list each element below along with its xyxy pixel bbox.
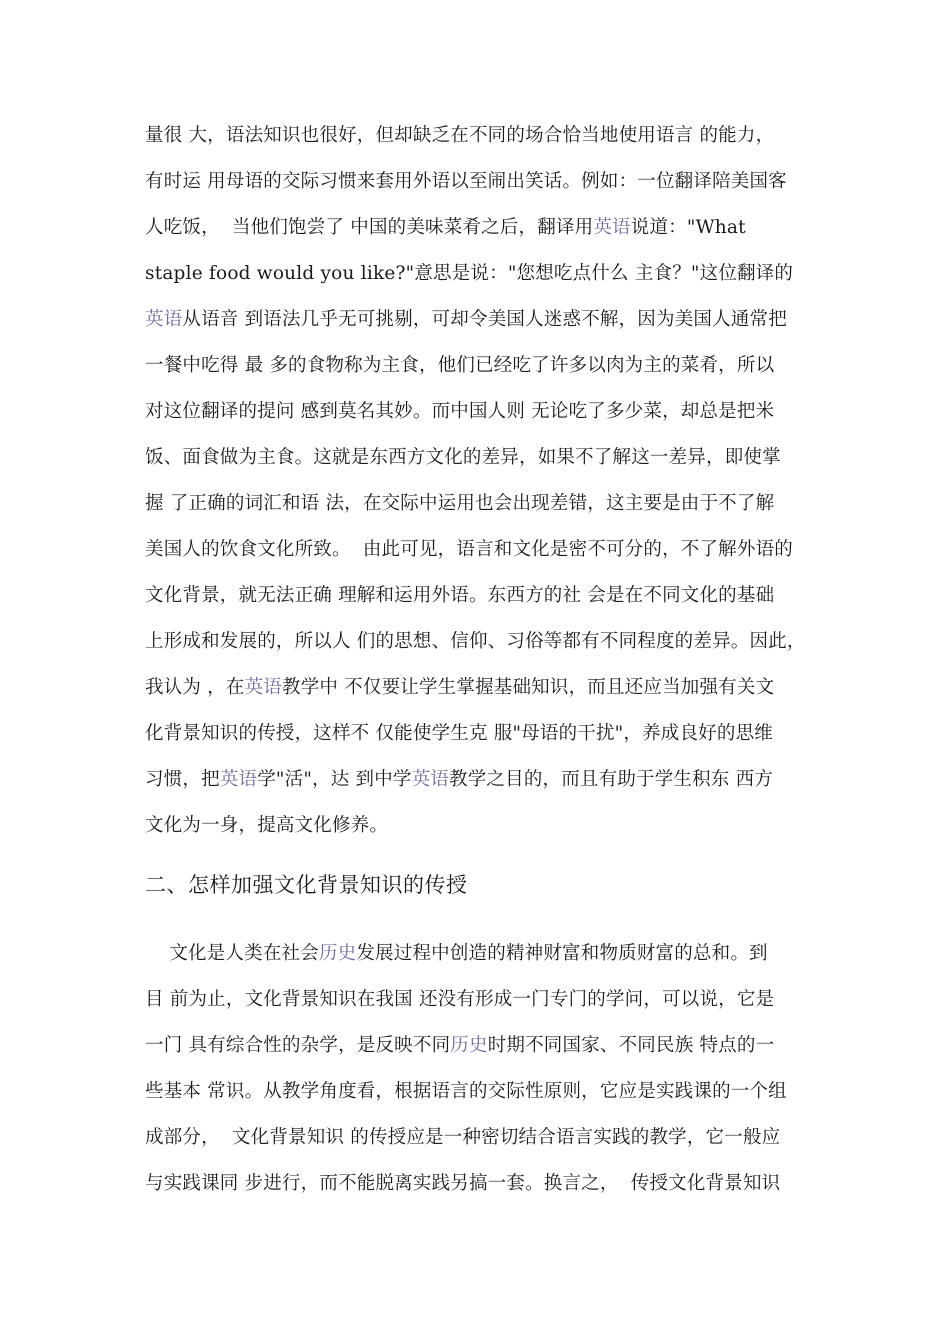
text-run: 美国人的饮食文化所致。 由此可见，语言和文化是密不可分的，不了解外语的: [145, 539, 793, 560]
text-run: 目 前为止，文化背景知识在我国 还没有形成一门专门的学问，可以说，它是: [145, 989, 775, 1010]
text-run: 成部分， 文化背景知识 的传授应是一种密切结合语言实践的教学，它一般应: [145, 1127, 781, 1148]
text-line: [145, 123, 774, 149]
keyword-link[interactable]: 历史: [450, 1035, 488, 1056]
text-run: 一门 具有综合性的杂学，是反映不同: [145, 1035, 451, 1056]
text-run: 饭、面食做为主食。这就是东西方文化的差异，如果不了解这一差异，即使掌: [145, 447, 781, 468]
text-line: [145, 941, 768, 967]
text-run: 教学之目的，而且有助于学生积东 西方: [449, 769, 774, 790]
text-line: [145, 215, 746, 241]
text-run: 时期不同国家、不同民族 特点的一: [487, 1035, 775, 1056]
text-line: [145, 1125, 780, 1151]
text-run: 握 了正确的词汇和语 法，在交际中运用也会出现差错，这主要是由于不了解: [145, 493, 775, 514]
text-line: [145, 1033, 774, 1059]
text-line: [145, 307, 787, 333]
text-run: 些基本 常识。从教学角度看，根据语言的交际性原则，它应是实践课的一个组: [145, 1081, 787, 1102]
text-run: 习惯，把: [145, 769, 220, 790]
text-line: [145, 583, 774, 609]
text-line: [145, 675, 774, 701]
text-line: [145, 987, 774, 1013]
text-run: 量很 大，语法知识也很好，但却缺乏在不同的场合恰当地使用语言 的能力，: [145, 125, 775, 146]
text-run: 与实践课同 步进行，而不能脱离实践另搞一套。换言之， 传授文化背景知识: [145, 1173, 781, 1194]
text-line: [145, 813, 388, 839]
text-run: staple food would you like?"意思是说："您想吃点什么 主食？"这位翻译的: [145, 263, 794, 284]
text-run: 有时运 用母语的交际习惯来套用外语以至闹出笑话。例如：一位翻译陪美国客: [145, 171, 787, 192]
text-run: 人吃饭， 当他们饱尝了 中国的美味菜肴之后，翻译用: [145, 217, 594, 238]
text-run: 上形成和发展的，所以人 们的思想、信仰、习俗等都有不同程度的差异。因此，: [145, 631, 806, 652]
text-run: 说道："What: [630, 217, 746, 238]
text-run: 文化为一身，提高文化修养。: [145, 815, 389, 836]
keyword-link[interactable]: 英语: [244, 677, 282, 698]
text-line: [145, 721, 773, 747]
text-line: [145, 629, 806, 655]
text-run: 从语音 到语法几乎无可挑剔，可却令美国人迷惑不解，因为美国人通常把: [182, 309, 787, 330]
text-line: [145, 261, 793, 287]
text-line: [145, 353, 774, 379]
keyword-link[interactable]: 英语: [411, 769, 450, 790]
text-run: 学"活"，达 到中学: [257, 769, 412, 790]
text-line: [145, 491, 774, 517]
text-line: [145, 767, 773, 793]
keyword-link[interactable]: 英语: [145, 309, 183, 330]
text-line: [145, 1079, 787, 1105]
keyword-link[interactable]: 英语: [219, 769, 258, 790]
section-heading: 二、怎样加强文化背景知识的传授: [145, 873, 468, 897]
text-run: 文化背景，就无法正确 理解和运用外语。东西方的社 会是在不同文化的基础: [145, 585, 775, 606]
text-run: 教学中 不仅要让学生掌握基础知识，而且还应当加强有关文: [282, 677, 775, 698]
text-line: [145, 445, 781, 471]
keyword-link[interactable]: 英语: [593, 217, 631, 238]
text-run: 对这位翻译的提问 感到莫名其妙。而中国人则 无论吃了多少菜，却总是把米: [145, 401, 775, 422]
keyword-link[interactable]: 历史: [318, 943, 357, 964]
text-run: 一餐中吃得 最 多的食物称为主食，他们已经吃了许多以肉为主的菜肴，所以: [145, 355, 775, 376]
text-run: 文化是人类在社会: [145, 943, 319, 964]
text-line: [145, 169, 787, 195]
text-run: 我认为 ，在: [145, 677, 245, 698]
text-line: [145, 399, 774, 425]
text-line: [145, 1171, 780, 1197]
text-run: 发展过程中创造的精神财富和物质财富的总和。到: [356, 943, 768, 964]
text-run: 化背景知识的传授，这样不 仅能使学生克 服"母语的干扰"，养成良好的思维: [145, 723, 773, 744]
text-line: [145, 537, 793, 563]
